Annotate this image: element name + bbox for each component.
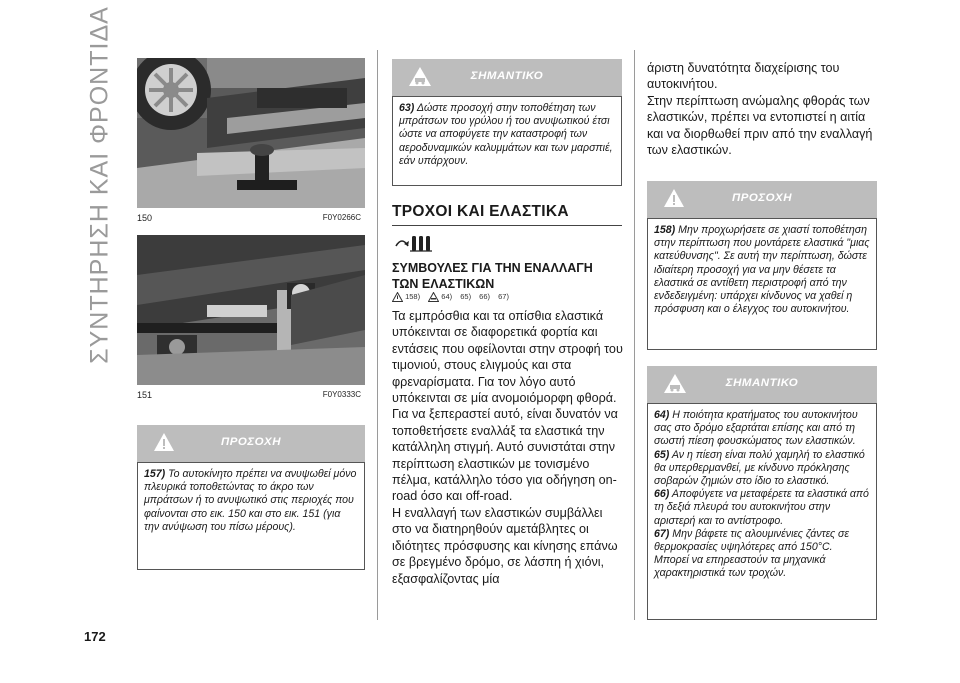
column-divider: [377, 50, 378, 620]
figure-code: F0Y0333C: [322, 390, 361, 399]
note-paragraph: 65) Αν η πίεση είναι πολύ χαμηλή το ελαστικό θα υπερθερμανθεί, με κίνδυνο πρόκλησης σοβαρών ζημιών στο ίδιο το ελαστικό.: [654, 448, 865, 488]
chapter-title: ΣΥΝΤΗΡΗΣΗ ΚΑΙ ΦΡΟΝΤΙΔΑ: [85, 6, 114, 364]
body-paragraph: Η εναλλαγή των ελαστικών συμβάλλει στο να διατηρηθούν αμετάβλητες οι ιδιότητες πρόσφυσης και κίνησης επάνω σε βρεγμένο δρόμο, σε λάσπη ή χιόνι, εξασφαλίζοντας μία: [392, 505, 618, 586]
reference: 158): [405, 292, 421, 301]
note-title: ΣΗΜΑΝΤΙΚΟ: [725, 377, 799, 389]
body-paragraph: Στην περίπτωση ανώμαλης φθοράς των ελαστικών, πρέπει να εντοπιστεί η αιτία και να διορθωθεί πριν από την εναλλαγή των ελαστικών.: [647, 93, 873, 158]
reference: 67): [498, 292, 509, 301]
subsection-title: ΣΥΜΒΟΥΛΕΣ ΓΙΑ ΤΗΝ ΕΝΑΛΛΑΓΗ ΤΩΝ ΕΛΑΣΤΙΚΩΝ: [392, 261, 593, 291]
figure-code: F0Y0266C: [322, 213, 361, 222]
warning-box-header: [137, 425, 365, 462]
warning-small-icon: [392, 292, 403, 302]
note-paragraph: 67) Μην βάφετε τις αλουμινένιες ζάντες σε θερμοκρασίες υψηλότερες από 150°C. Μπορεί να επηρεαστούν τα μηχανικά χαρακτηριστικά των τροχών.: [654, 527, 850, 580]
figure-150-photo: [137, 58, 365, 208]
car-lift-small-icon: [428, 292, 439, 302]
figure-number: 150: [137, 213, 153, 223]
section-title: ΤΡΟΧΟΙ ΚΑΙ ΕΛΑΣΤΙΚΑ: [392, 203, 569, 220]
note-paragraph: 64) Η ποιότητα κρατήματος του αυτοκινήτου σας στο δρόμο εξαρτάται επίσης και από τη σωστή πίεση φουσκώματος των ελαστικών.: [654, 409, 858, 448]
body-paragraph: Τα εμπρόσθια και τα οπίσθια ελαστικά υπόκεινται σε διαφορετικά φορτία και εντάσεις που οφείλονται στην στροφή του τιμονιού, στους ελιγμούς και στα φρεναρίσματα. Για τον λόγο αυτό υπόκεινται σε μία ανομοιόμορφη φθορά.: [392, 309, 623, 406]
body-text-right: [647, 60, 879, 158]
figure-151-caption: [137, 390, 365, 400]
note-title: ΣΗΜΑΝΤΙΚΟ: [470, 70, 544, 82]
warning-title: ΠΡΟΣΟΧΗ: [731, 192, 793, 204]
warning-box-body: [647, 218, 877, 350]
note-paragraph: 63) Δώστε προσοχή στην τοποθέτηση των μπράτσων του γρύλου ή του ανυψωτικού έτσι ώστε να αποφύγετε την καταστροφή των αεροδυναμικών καλυμμάτων και των μαρσπιέ, εάν υπάρχουν.: [399, 102, 613, 167]
reference: 66): [479, 292, 491, 301]
body-paragraph: άριστη δυνατότητα διαχείρισης του αυτοκινήτου.: [647, 61, 840, 92]
figure-number: 151: [137, 390, 153, 400]
body-text-middle: [392, 308, 624, 587]
reference-list: [392, 292, 515, 302]
reference: 64): [441, 292, 453, 301]
note-box-header: [392, 59, 622, 96]
figure-151-photo: [137, 235, 365, 385]
figure-150-caption: [137, 213, 365, 223]
note-paragraph: 66) Αποφύγετε να μεταφέρετε τα ελαστικά από τη δεξιά πλευρά του αυτοκινήτου στην αριστερή και το αντίστροφο.: [654, 488, 869, 527]
warning-title: ΠΡΟΣΟΧΗ: [220, 436, 282, 448]
chapter-side-tab: [80, 6, 120, 364]
warning-paragraph: 158) Μην προχωρήσετε σε χιαστί τοποθέτηση στην περίπτωση που μοντάρετε ελαστικά "μιας κατεύθυνσης". Σε αυτή την περίπτωση, δώστε ιδιαίτερη προσοχή για να μην θέσετε τα ελαστικά σε αντίθετη περιστροφή από την ενδεδειγμένη: υπάρχει κίνδυνος να χαθεί η πρόσφυση και ο έλεγχος του αυτοκινήτου.: [654, 224, 870, 316]
tire-rotation-icon: [394, 232, 434, 254]
column-divider: [634, 50, 635, 620]
section-rule: [392, 225, 622, 226]
page-number: 172: [84, 629, 106, 644]
body-paragraph: Για να ξεπεραστεί αυτό, είναι δυνατόν να τοποθετήσετε εναλλάξ τα ελαστικά την κατάλληλη στιγμή. Αυτό συνιστάται στην περίπτωση ελαστικών με τονισμένο πέλμα, κατάλληλο τόσο για οδήγηση on-road όσο και off-road.: [392, 407, 618, 504]
note-box-header: [647, 366, 877, 403]
warning-box-body: [137, 462, 365, 570]
note-box-body: [392, 96, 622, 186]
warning-paragraph: 157) Το αυτοκίνητο πρέπει να ανυψωθεί μόνο πλευρικά τοποθετώντας το άκρο των μπράτσων ή το ανυψωτικό στις περιοχές που φαίνονται στο εικ. 150 και στο εικ. 151 (για την ανύψωση του πίσω μέρους).: [144, 468, 357, 533]
warning-box-header: [647, 181, 877, 218]
reference: 65): [460, 292, 472, 301]
note-box-body: [647, 403, 877, 620]
